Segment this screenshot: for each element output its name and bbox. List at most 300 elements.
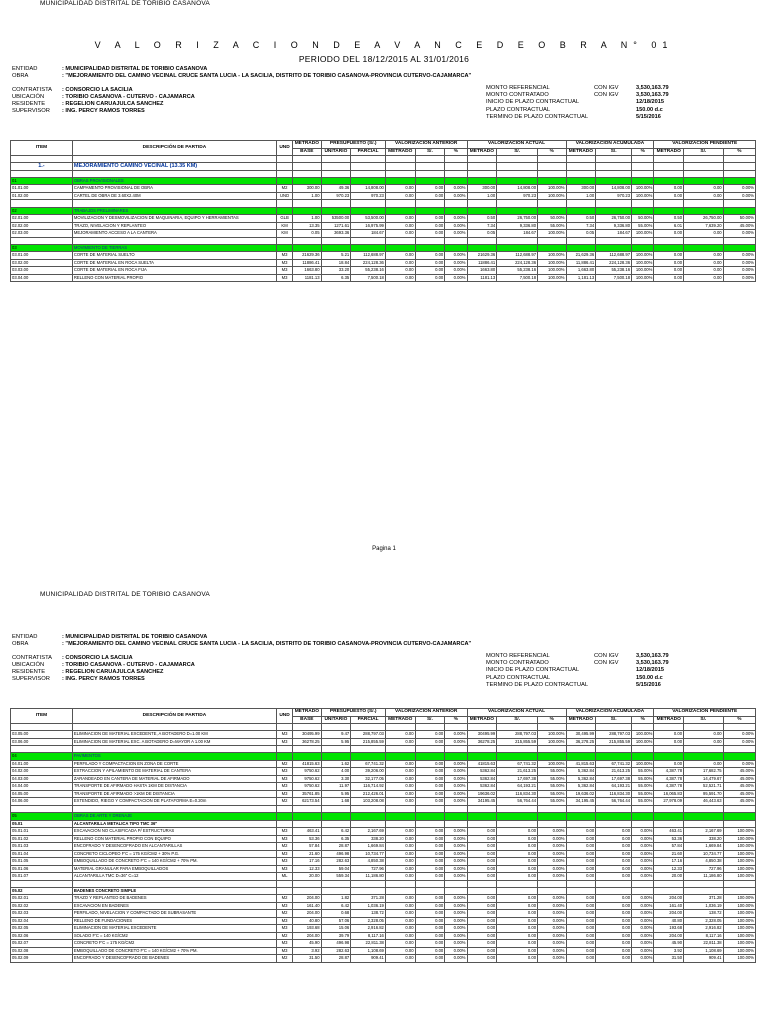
table-cell: 2,167.69 (684, 828, 724, 836)
table-cell: M2 (277, 955, 293, 963)
empty-cell (632, 170, 654, 177)
table-cell: 0.00 (467, 843, 497, 851)
empty-cell (497, 880, 538, 887)
empty-cell (684, 887, 724, 895)
empty-cell (445, 746, 467, 753)
empty-cell (596, 805, 632, 812)
table-cell: 7,500.18 (497, 274, 538, 282)
table-cell: 0.00% (632, 850, 654, 858)
table-cell: 34,195.45 (566, 798, 596, 806)
table-cell: 0.00% (538, 835, 566, 843)
table-cell: 02.02.00 (11, 222, 73, 230)
column-header: UND (277, 709, 293, 724)
empty-cell (538, 237, 566, 244)
table-cell: 22,811.38 (351, 940, 386, 948)
table-cell: 100.00% (723, 932, 755, 940)
table-cell: 100.00% (723, 865, 755, 873)
obra-label: OBRA (12, 641, 29, 647)
table-cell: TRAZO, NIVELACION Y REPLANTEO (72, 222, 276, 230)
table-cell: 0.00 (385, 865, 415, 873)
empty-cell (723, 156, 755, 163)
table-cell: 6.35 (321, 274, 351, 282)
item-code: 1.- (11, 163, 73, 171)
table-cell: 8,117.16 (684, 932, 724, 940)
table-row (11, 873, 756, 881)
table-cell: M3 (277, 731, 293, 739)
table-cell: 970.23 (321, 192, 351, 200)
table-cell: 7.34 (566, 222, 596, 230)
empty-cell (723, 244, 755, 252)
group-label: OBRAS DE ARTE Y DRENAJE (72, 813, 276, 821)
empty-cell (415, 724, 445, 731)
empty-cell (684, 753, 724, 761)
table-cell: 55,238.16 (596, 267, 632, 275)
table-cell: 0.00 (497, 902, 538, 910)
empty-cell (654, 746, 684, 753)
contract-label: INICIO DE PLAZO CONTRACTUAL (486, 99, 580, 106)
table-cell: 0.00 (497, 843, 538, 851)
table-cell: 7,500.18 (596, 274, 632, 282)
table-cell: 56,764.44 (596, 798, 632, 806)
table-cell: 64,193.21 (596, 783, 632, 791)
table-cell: 0.00% (445, 783, 467, 791)
empty-cell (277, 163, 293, 171)
ubicacion-label: UBICACIÓN (12, 94, 45, 100)
table-cell: 0.00 (596, 858, 632, 866)
table-cell: 2,328.05 (351, 917, 386, 925)
table-cell: 0.00 (684, 760, 724, 768)
empty-cell (654, 200, 684, 207)
empty-cell (72, 170, 276, 177)
table-cell: 0.68 (321, 910, 351, 918)
table-cell: 112,688.97 (351, 252, 386, 260)
table-cell: 282.63 (321, 947, 351, 955)
empty-cell (293, 753, 321, 761)
table-cell: 55,238.16 (351, 267, 386, 275)
table-cell: 5,362.84 (566, 768, 596, 776)
spacer (12, 648, 471, 655)
table-cell: 0.00 (385, 790, 415, 798)
table-cell: 20.00 (293, 873, 321, 881)
table-cell: 0.00 (566, 910, 596, 918)
column-header: S/. (415, 148, 445, 156)
spacer-row (11, 746, 756, 753)
table-cell: 35761.85 (293, 790, 321, 798)
table-cell: 39.79 (321, 932, 351, 940)
empty-cell (497, 163, 538, 171)
table-cell: 0.00 (566, 940, 596, 948)
table-cell: 59.04 (321, 865, 351, 873)
empty-cell (321, 177, 351, 185)
empty-cell (11, 156, 73, 163)
table-cell: 0.00 (497, 955, 538, 963)
column-header: METRADO (566, 716, 596, 724)
empty-cell (654, 170, 684, 177)
table-cell: 100.00% (538, 274, 566, 282)
table-cell: 0.00 (385, 274, 415, 282)
empty-cell (415, 177, 445, 185)
column-header: METRADO (385, 148, 415, 156)
table-cell: 1,108.69 (684, 947, 724, 955)
table-cell: 100.00% (723, 940, 755, 948)
table-cell: 0.00 (385, 902, 415, 910)
table-cell: 03.03.00 (11, 267, 73, 275)
table-cell: 0.00% (445, 230, 467, 238)
table-cell: 0.00 (415, 259, 445, 267)
table-cell: M3 (277, 738, 293, 746)
contratista-label: CONTRATISTA (12, 87, 53, 93)
table-row (11, 230, 756, 238)
table-row (11, 925, 756, 933)
table-cell: 100.00% (723, 843, 755, 851)
table-cell: 224,128.36 (596, 259, 632, 267)
empty-cell (596, 156, 632, 163)
table-cell: 05.02.01 (11, 895, 73, 903)
table-cell: 0.00 (596, 955, 632, 963)
table-cell: 45.00% (723, 798, 755, 806)
table-cell: 21.60 (654, 850, 684, 858)
obra-label: OBRA (12, 73, 29, 79)
empty-cell (654, 177, 684, 185)
table-cell: 55.00% (538, 790, 566, 798)
table-cell: 0.00 (654, 274, 684, 282)
table-cell: 21629.36 (293, 252, 321, 260)
table-row (11, 835, 756, 843)
table-cell: 204.00 (293, 932, 321, 940)
table-cell: 100.00% (723, 835, 755, 843)
table-cell: 0.00 (467, 940, 497, 948)
table-cell: 215,855.59 (596, 738, 632, 746)
group-label: ALCANTARILLA METALICA TIPO TMC 36" (72, 820, 276, 828)
empty-cell (415, 887, 445, 895)
table-cell: 204.00 (654, 895, 684, 903)
table-cell: RELLENO CON MATERIAL PROPIO (72, 274, 276, 282)
table-cell: M2 (277, 843, 293, 851)
table-cell: 17,697.38 (497, 775, 538, 783)
table-cell: 6.35 (321, 835, 351, 843)
ubicacion-value: : TORIBIO CASANOVA - CUTERVO - CAJAMARCA (62, 94, 195, 100)
table-cell: 0.00 (497, 925, 538, 933)
empty-cell (467, 724, 497, 731)
empty-cell (385, 200, 415, 207)
empty-cell (497, 813, 538, 821)
empty-cell (596, 207, 632, 215)
table-cell: 100.00% (723, 925, 755, 933)
table-cell: 100.00% (632, 185, 654, 193)
entidad-label: ENTIDAD (12, 634, 38, 640)
table-cell: 112,688.97 (596, 252, 632, 260)
empty-cell (723, 207, 755, 215)
column-header: METRADO (566, 148, 596, 156)
table-cell: 0.00% (445, 843, 467, 851)
empty-cell (293, 813, 321, 821)
table-cell: 4,850.38 (351, 858, 386, 866)
table-row (11, 828, 756, 836)
table-cell: 31.50 (654, 955, 684, 963)
table-cell: 04.03.00 (11, 775, 73, 783)
empty-cell (321, 746, 351, 753)
table-cell: 0.00% (632, 902, 654, 910)
empty-cell (72, 237, 276, 244)
table-cell: 0.00 (467, 932, 497, 940)
empty-cell (293, 237, 321, 244)
supervisor-value: : ING. PERCY RAMOS TORRES (62, 108, 145, 114)
empty-cell (467, 753, 497, 761)
column-header: PRESUPUESTO (S/.) (321, 141, 385, 149)
table-cell: 116,834.30 (596, 790, 632, 798)
table-cell: 100.00% (632, 731, 654, 739)
table-cell: 0.00 (566, 895, 596, 903)
empty-cell (445, 170, 467, 177)
contract-label: PLAZO CONTRACTUAL (486, 674, 551, 681)
table-cell: 40.80 (654, 917, 684, 925)
empty-cell (72, 746, 276, 753)
empty-cell (654, 237, 684, 244)
table-cell: 6.01 (654, 222, 684, 230)
table-cell: 7,500.18 (351, 274, 386, 282)
table-cell: 05.02.04 (11, 917, 73, 925)
table-cell: 727.96 (351, 865, 386, 873)
table-cell: 0.00% (445, 274, 467, 282)
table-row (11, 731, 756, 739)
table-cell: 0.00 (596, 910, 632, 918)
item-code: 05.01 (11, 820, 73, 828)
empty-cell (497, 156, 538, 163)
ubicacion-row (12, 662, 471, 669)
table-cell: 0.00 (467, 917, 497, 925)
empty-cell (538, 177, 566, 185)
entidad-value: : MUNICIPALIDAD DISTRITAL DE TORIBIO CASANOVA (62, 66, 208, 72)
contract-tax: CON IGV (594, 92, 619, 99)
table-cell: 0.00 (415, 783, 445, 791)
table-cell: 0.00 (385, 947, 415, 955)
table-cell: 0.00 (497, 858, 538, 866)
empty-cell (277, 820, 293, 828)
table-cell: 116,714.92 (351, 783, 386, 791)
empty-cell (293, 244, 321, 252)
empty-cell (566, 177, 596, 185)
table-cell: 62173.54 (293, 798, 321, 806)
table-cell: 14,808.00 (351, 185, 386, 193)
empty-cell (321, 156, 351, 163)
table-cell: 0.00 (415, 917, 445, 925)
table-cell: 0.00 (385, 843, 415, 851)
empty-cell (445, 163, 467, 171)
table-cell: 204.00 (654, 932, 684, 940)
table-cell: 67,741.32 (497, 760, 538, 768)
table-cell: M2 (277, 185, 293, 193)
table-cell: 161.40 (293, 902, 321, 910)
empty-cell (497, 170, 538, 177)
table-cell: 0.00% (445, 790, 467, 798)
table-cell: 45.00% (723, 775, 755, 783)
empty-cell (538, 813, 566, 821)
spacer-row (11, 170, 756, 177)
table-cell: 0.00 (566, 850, 596, 858)
empty-cell (351, 887, 386, 895)
empty-cell (293, 724, 321, 731)
table-cell: 0.00% (445, 955, 467, 963)
table-cell: 0.00 (654, 267, 684, 275)
table-cell: 0.00 (415, 768, 445, 776)
table-cell: 01.02.00 (11, 192, 73, 200)
table-cell: 496.98 (321, 850, 351, 858)
empty-cell (497, 177, 538, 185)
table-cell: 0.00% (538, 947, 566, 955)
spacer-row (11, 805, 756, 812)
empty-cell (632, 813, 654, 821)
empty-cell (632, 200, 654, 207)
column-header: % (632, 716, 654, 724)
table-cell: 282.63 (321, 858, 351, 866)
table-row (11, 185, 756, 193)
table-cell: 16,975.99 (351, 222, 386, 230)
table-cell: 0.00 (385, 850, 415, 858)
table-cell: 1.00 (293, 215, 321, 223)
table-cell: 161.40 (654, 902, 684, 910)
table-cell: 0.00 (415, 230, 445, 238)
table-cell: 0.00 (596, 940, 632, 948)
empty-cell (11, 170, 73, 177)
table-cell: 04.02.00 (11, 768, 73, 776)
empty-cell (385, 813, 415, 821)
supervisor-label: SUPERVISOR (12, 676, 50, 682)
table-cell: 0.00% (632, 865, 654, 873)
table-row (11, 252, 756, 260)
empty-cell (566, 207, 596, 215)
empty-cell (72, 156, 276, 163)
table-cell: 20.00 (654, 873, 684, 881)
table-cell: 0.00 (684, 252, 724, 260)
empty-cell (415, 880, 445, 887)
empty-cell (684, 156, 724, 163)
table-cell: M3 (277, 783, 293, 791)
table-cell: 27,978.09 (654, 798, 684, 806)
empty-cell (596, 170, 632, 177)
table-cell: 371.28 (351, 895, 386, 903)
table-cell: 17.16 (293, 858, 321, 866)
empty-cell (684, 820, 724, 828)
empty-cell (723, 805, 755, 812)
empty-cell (538, 820, 566, 828)
table-cell: 970.23 (596, 192, 632, 200)
group-row (11, 207, 756, 215)
table-cell: 0.00% (445, 775, 467, 783)
table-cell: 0.00 (415, 843, 445, 851)
table-cell: 0.00 (497, 835, 538, 843)
table-cell: 4,387.78 (654, 783, 684, 791)
empty-cell (385, 805, 415, 812)
empty-cell (467, 170, 497, 177)
empty-cell (321, 880, 351, 887)
empty-cell (293, 805, 321, 812)
column-header: % (445, 148, 467, 156)
table-cell: 0.00 (415, 192, 445, 200)
column-header: UNITARIO (321, 716, 351, 724)
table-cell: 05.01.05 (11, 858, 73, 866)
table-cell: M3 (277, 850, 293, 858)
table-cell: 0.00 (415, 252, 445, 260)
contract-row (486, 99, 669, 106)
empty-cell (445, 244, 467, 252)
table-cell: 0.00 (415, 828, 445, 836)
table-cell: 371.28 (684, 895, 724, 903)
table-cell: 0.00 (385, 267, 415, 275)
table-cell: 1181.13 (467, 274, 497, 282)
empty-cell (654, 820, 684, 828)
table-cell: 0.00% (445, 910, 467, 918)
table-cell: 2,916.82 (351, 925, 386, 933)
table-cell: 9,336.80 (497, 222, 538, 230)
empty-cell (321, 724, 351, 731)
empty-cell (632, 746, 654, 753)
contract-row (486, 675, 669, 682)
empty-cell (538, 724, 566, 731)
table-cell: 55.00% (538, 798, 566, 806)
empty-cell (723, 887, 755, 895)
table-cell: 970.23 (351, 192, 386, 200)
empty-cell (351, 163, 386, 171)
table-cell: 0.00% (445, 798, 467, 806)
table-cell: 1.62 (321, 760, 351, 768)
table-cell: 0.00 (566, 955, 596, 963)
table-cell: 0.00% (723, 731, 755, 739)
table-cell: UND (277, 192, 293, 200)
empty-cell (321, 170, 351, 177)
table-cell: 0.00 (467, 828, 497, 836)
table-cell: 463.41 (293, 828, 321, 836)
group-row (11, 244, 756, 252)
empty-cell (72, 724, 276, 731)
column-header: VALORIZACIÓN PENDIENTE (654, 709, 756, 717)
empty-cell (654, 753, 684, 761)
table-cell: 0.00 (415, 925, 445, 933)
table-cell: 0.00 (654, 760, 684, 768)
table-row (11, 940, 756, 948)
table-cell: M3 (277, 259, 293, 267)
empty-cell (654, 163, 684, 171)
table-cell: 0.00 (497, 940, 538, 948)
table-cell: 100.00% (538, 192, 566, 200)
table-cell: 30,495.99 (566, 731, 596, 739)
empty-cell (684, 746, 724, 753)
empty-cell (445, 207, 467, 215)
empty-cell (538, 887, 566, 895)
table-cell: 19636.02 (467, 790, 497, 798)
table-cell: 0.00 (385, 222, 415, 230)
table-cell: 55.00% (538, 222, 566, 230)
empty-cell (467, 820, 497, 828)
empty-cell (445, 156, 467, 163)
empty-cell (277, 156, 293, 163)
table-cell: 22,811.38 (684, 940, 724, 948)
empty-cell (566, 156, 596, 163)
table-cell: 1,036.19 (351, 902, 386, 910)
contract-value: 5/15/2016 (636, 113, 661, 120)
table-cell: M3 (277, 267, 293, 275)
table-cell: 04.01.00 (11, 760, 73, 768)
table-cell: 0.00 (566, 902, 596, 910)
empty-cell (351, 156, 386, 163)
table-cell: M3 (277, 865, 293, 873)
table-cell: 41,815.63 (566, 760, 596, 768)
empty-cell (385, 244, 415, 252)
table-cell: 100.00% (538, 267, 566, 275)
table-cell: 45.00% (723, 783, 755, 791)
empty-cell (566, 170, 596, 177)
table-cell: 463.41 (654, 828, 684, 836)
table-cell: 0.00% (538, 910, 566, 918)
